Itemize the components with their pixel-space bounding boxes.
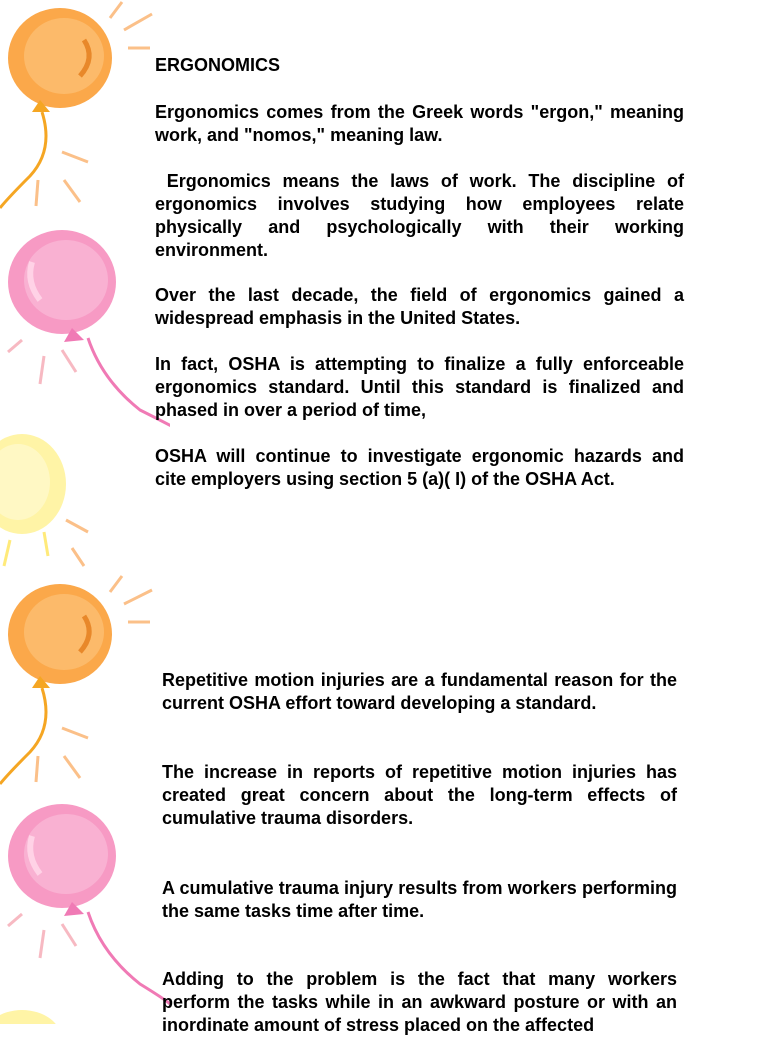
page-title: ERGONOMICS (155, 55, 281, 75)
pink-balloon-icon (8, 230, 170, 452)
paragraph: The increase in reports of repetitive motion injuries has created great concern about the long-term effects of cumulative trauma disorders. (162, 762, 677, 828)
paragraph: OSHA will continue to investigate ergonomic hazards and cite employers using section 5 (a)( I) of the OSHA Act. (155, 446, 684, 489)
paragraph: Repetitive motion injuries are a fundamental reason for the current OSHA effort toward developing a standard. (162, 670, 677, 713)
paragraph: Ergonomics means the laws of work. The discipline of ergonomics involves studying how employees relate physically and psychologically with their working environment. (155, 171, 690, 260)
pink-balloon-icon (8, 804, 170, 1004)
yellow-balloon-icon (0, 434, 88, 566)
paragraph: Ergonomics comes from the Greek words "ergon," meaning work, and "nomos," meaning law. (155, 102, 684, 145)
balloon-border-decoration (0, 0, 170, 1024)
orange-balloon-icon (0, 2, 152, 208)
paragraph: In fact, OSHA is attempting to finalize a fully enforceable ergonomics standard. Until this standard is finalized and phased in over a period of time, (155, 354, 684, 420)
yellow-balloon-icon (0, 1010, 62, 1024)
slide-ergonomics-intro (155, 54, 690, 491)
paragraph: Over the last decade, the field of ergonomics gained a widespread emphasis in the United States. (155, 285, 684, 328)
paragraph: A cumulative trauma injury results from workers performing the same tasks time after time. (162, 878, 677, 921)
slide-repetitive-motion (162, 669, 677, 1037)
paragraph: Adding to the problem is the fact that many workers perform the tasks while in an awkward posture or with an inordinate amount of stress placed on the affected (162, 969, 677, 1035)
orange-balloon-icon (0, 576, 152, 784)
